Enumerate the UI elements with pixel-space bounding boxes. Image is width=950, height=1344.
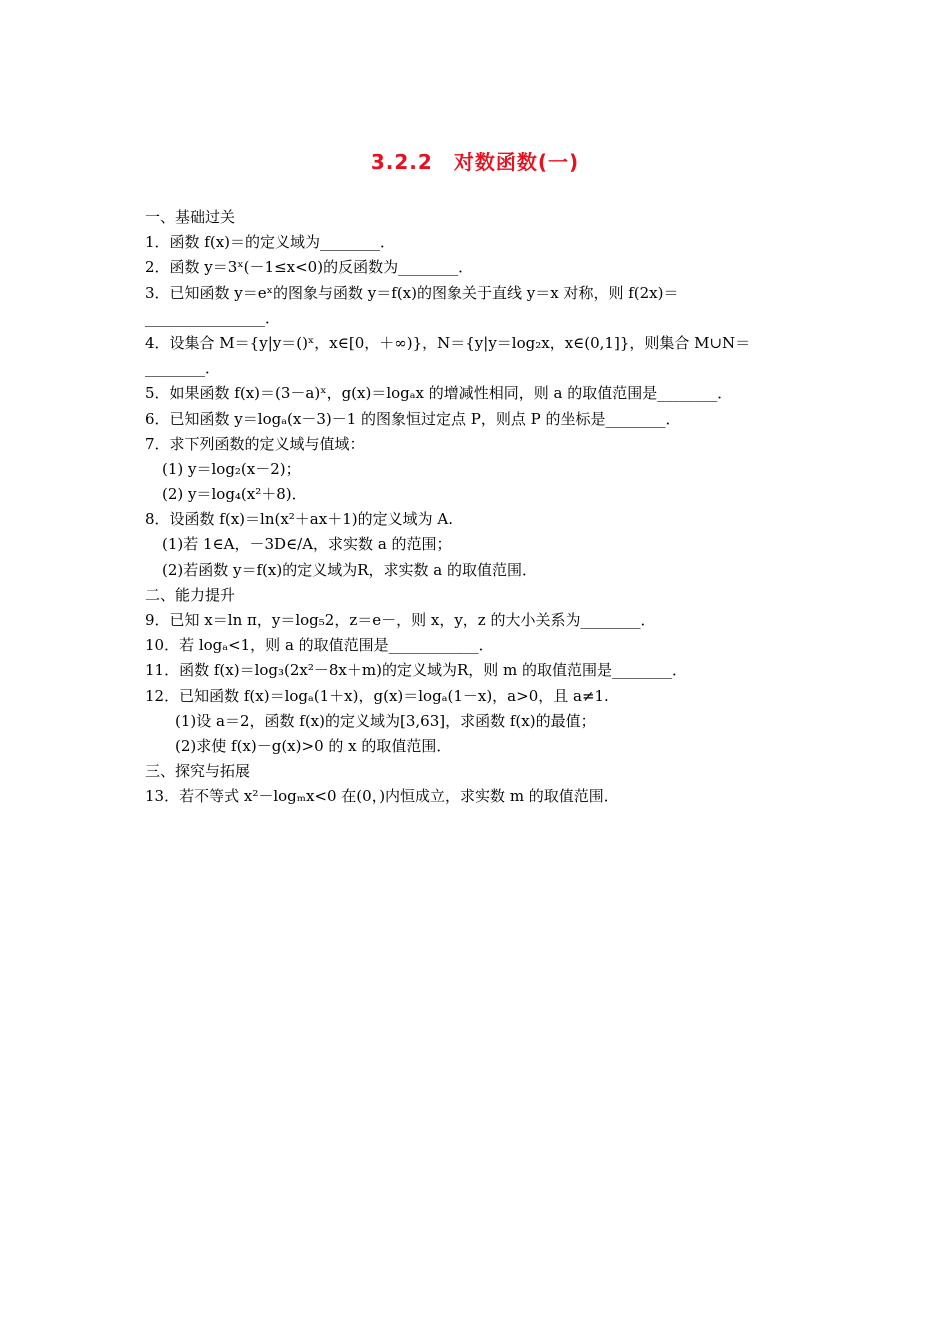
problem-line: 3．已知函数 y＝eˣ的图象与函数 y＝f(x)的图象关于直线 y＝x 对称，则 f(2x)＝ — [145, 283, 679, 302]
sub-problem-line: (2) y＝log₄(x²＋8)． — [162, 485, 307, 504]
problem-line: ________． — [145, 359, 221, 378]
problem-line: ________________． — [145, 308, 281, 327]
section-heading: 二、能力提升 — [145, 585, 236, 604]
problem-line: 9．已知 x＝ln π，y＝log₅2，z＝e－，则 x，y，z 的大小关系为________． — [145, 611, 656, 629]
problem-line: 7．求下列函数的定义域与值域： — [145, 434, 365, 453]
problem-line: 8．设函数 f(x)＝ln(x²＋ax＋1)的定义域为 A. — [145, 510, 453, 529]
sub-problem-line: (1) y＝log₂(x－2)； — [162, 459, 301, 478]
problem-line: 4．设集合 M＝{y|y＝()ˣ，x∈[0，＋∞)}，N＝{y|y＝log₂x，x∈(0,1]}，则集合 M∪N＝ — [145, 333, 751, 352]
section-heading: 一、基础过关 — [145, 208, 236, 226]
sub-problem-line: (1)设 a＝2，函数 f(x)的定义域为[3,63]，求函数 f(x)的最值； — [175, 711, 596, 730]
problem-line: 11．函数 f(x)＝log₃(2x²－8x＋m)的定义域为R，则 m 的取值范围是________． — [145, 661, 688, 680]
problem-line: 10．若 logₐ<1，则 a 的取值范围是____________． — [145, 636, 494, 655]
sub-problem-line: (2)若函数 y＝f(x)的定义域为R，求实数 a 的取值范围． — [162, 560, 537, 579]
problem-line: 12．已知函数 f(x)＝logₐ(1＋x)，g(x)＝logₐ(1－x)，a>0，且 a≠1. — [145, 686, 609, 705]
document-title: 3.2.2 对数函数(一) — [370, 150, 580, 174]
problem-line: 6．已知函数 y＝logₐ(x－3)－1 的图象恒过定点 P，则点 P 的坐标是________． — [145, 409, 681, 428]
problem-line: 13．若不等式 x²－logₘx<0 在(0，)内恒成立，求实数 m 的取值范围． — [145, 787, 619, 806]
section-heading: 三、探究与拓展 — [145, 762, 251, 781]
sub-problem-line: (1)若 1∈A，－3D∈/A，求实数 a 的范围； — [162, 535, 452, 554]
sub-problem-line: (2)求使 f(x)－g(x)>0 的 x 的取值范围． — [175, 736, 452, 755]
document-body — [145, 205, 810, 810]
problem-line: 1．函数 f(x)＝的定义域为________． — [145, 233, 396, 252]
problem-line: 5．如果函数 f(x)＝(3－a)ˣ，g(x)＝logₐx 的增减性相同，则 a 的取值范围是________． — [145, 384, 733, 403]
problem-line: 2．函数 y＝3ˣ(－1≤x<0)的反函数为________． — [145, 258, 474, 277]
